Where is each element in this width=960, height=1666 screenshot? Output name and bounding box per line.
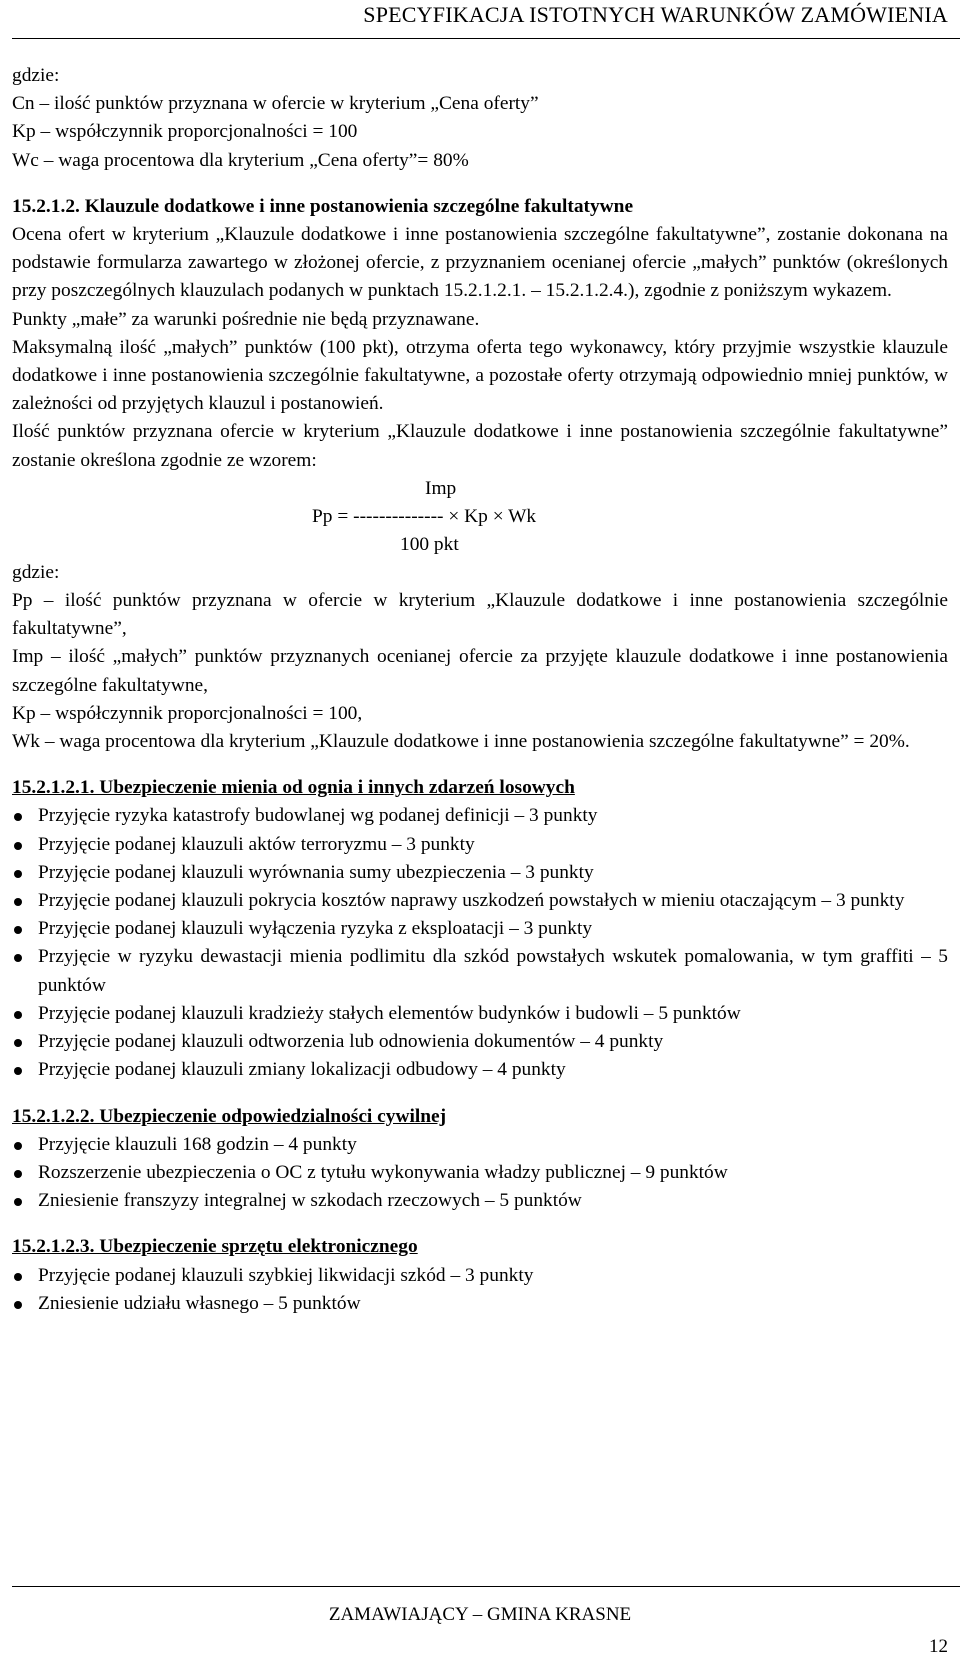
section-paragraph-1: Ocena ofert w kryterium „Klauzule dodatkowe i inne postanowienia szczególne fakultatywne”, zostanie dokonana na podstawie formularza zawartego w złożonej ofercie, z przyznaniem ocenianej ofercie „małych” punktów (określonych przy poszczególnych klauzulach podanych w punktach 15.2.1.2.1. – 15.2.1.2.4.), zgodnie z poniższym wykazem. [12, 224, 948, 302]
list-item: Przyjęcie podanej klauzuli wyrównania sumy ubezpieczenia – 3 punkty [12, 859, 948, 887]
formula-main: Pp = -------------- × Kp × Wk [312, 505, 537, 527]
list-item: Przyjęcie podanej klauzuli wyłączenia ryzyka z eksploatacji – 3 punkty [12, 915, 948, 943]
subsection-2-list [12, 1131, 948, 1216]
subsection-3-list [12, 1262, 948, 1318]
list-item: Przyjęcie podanej klauzuli zmiany lokalizacji odbudowy – 4 punkty [12, 1056, 948, 1084]
page-content [12, 62, 948, 1318]
list-item: Przyjęcie podanej klauzuli kradzieży stałych elementów budynków i budowli – 5 punktów [12, 1000, 948, 1028]
def-imp: Imp – ilość „małych” punktów przyznanych ocenianej ofercie za przyjęte klauzule dodatkowe i inne postanowienia szczególne fakultatywne, [12, 646, 948, 696]
page-number: 12 [929, 1636, 948, 1657]
list-item: Przyjęcie klauzuli 168 godzin – 4 punkty [12, 1131, 948, 1159]
page-footer: ZAMAWIAJĄCY – GMINA KRASNE [328, 1604, 632, 1625]
list-item: Zniesienie udziału własnego – 5 punktów [12, 1290, 948, 1318]
formula-numerator: Imp [425, 477, 457, 499]
list-item: Zniesienie franszyzy integralnej w szkodach rzeczowych – 5 punktów [12, 1187, 948, 1215]
def-wk: Wk – waga procentowa dla kryterium „Klauzule dodatkowe i inne postanowienia szczególne fakultatywne” = 20%. [12, 731, 910, 753]
where-label: gdzie: [12, 65, 60, 86]
list-item: Przyjęcie podanej klauzuli pokrycia kosztów naprawy uszkodzeń powstałych w mieniu otaczającym – 3 punkty [12, 887, 948, 915]
where-label-2: gdzie: [12, 561, 60, 583]
def-kp: Kp – współczynnik proporcjonalności = 100 [12, 121, 358, 143]
page-header: SPECYFIKACJA ISTOTNYCH WARUNKÓW ZAMÓWIENIA [363, 2, 948, 27]
section-heading: 15.2.1.2. Klauzule dodatkowe i inne postanowienia szczególne fakultatywne [12, 195, 634, 217]
list-item: Przyjęcie ryzyka katastrofy budowlanej wg podanej definicji – 3 punkty [12, 802, 948, 830]
formula-denominator: 100 pkt [400, 533, 459, 555]
list-item: Przyjęcie w ryzyku dewastacji mienia podlimitu dla szkód powstałych wskutek pomalowania, w tym graffiti – 5 punktów [12, 943, 948, 999]
formula [12, 475, 948, 559]
section-paragraph-2: Punkty „małe” za warunki pośrednie nie będą przyznawane. [12, 308, 480, 330]
list-item: Przyjęcie podanej klauzuli odtworzenia lub odnowienia dokumentów – 4 punkty [12, 1028, 948, 1056]
list-item: Przyjęcie podanej klauzuli szybkiej likwidacji szkód – 3 punkty [12, 1262, 948, 1290]
subsection-3-heading: 15.2.1.2.3. Ubezpieczenie sprzętu elektronicznego [12, 1236, 418, 1258]
def-cn: Cn – ilość punktów przyznana w ofercie w kryterium „Cena oferty” [12, 93, 539, 115]
list-item: Przyjęcie podanej klauzuli aktów terroryzmu – 3 punkty [12, 831, 948, 859]
section-paragraph-3: Maksymalną ilość „małych” punktów (100 pkt), otrzyma oferta tego wykonawcy, który przyjmie wszystkie klauzule dodatkowe i inne postanowienia szczególnie fakultatywne, a pozostałe oferty otrzymają odpowiednio mniej punktów, w zależności od przyjętych klauzul i postanowień. [12, 336, 948, 415]
def-pp: Pp – ilość punktów przyznana w ofercie w kryterium „Klauzule dodatkowe i inne postanowienia szczególnie fakultatywne”, [12, 590, 948, 640]
subsection-1-heading: 15.2.1.2.1. Ubezpieczenie mienia od ognia i innych zdarzeń losowych [12, 777, 575, 799]
list-item: Rozszerzenie ubezpieczenia o OC z tytułu wykonywania władzy publicznej – 9 punktów [12, 1159, 948, 1187]
def-wc: Wc – waga procentowa dla kryterium „Cena oferty”= 80% [12, 149, 469, 171]
def-kp-2: Kp – współczynnik proporcjonalności = 100, [12, 702, 363, 724]
header-divider [12, 38, 960, 39]
subsection-2-heading: 15.2.1.2.2. Ubezpieczenie odpowiedzialności cywilnej [12, 1105, 447, 1127]
section-paragraph-4: Ilość punktów przyznana ofercie w kryterium „Klauzule dodatkowe i inne postanowienia szczególnie fakultatywne” zostanie określona zgodnie ze wzorem: [12, 421, 948, 471]
footer-divider [12, 1586, 960, 1587]
subsection-1-list [12, 802, 948, 1084]
